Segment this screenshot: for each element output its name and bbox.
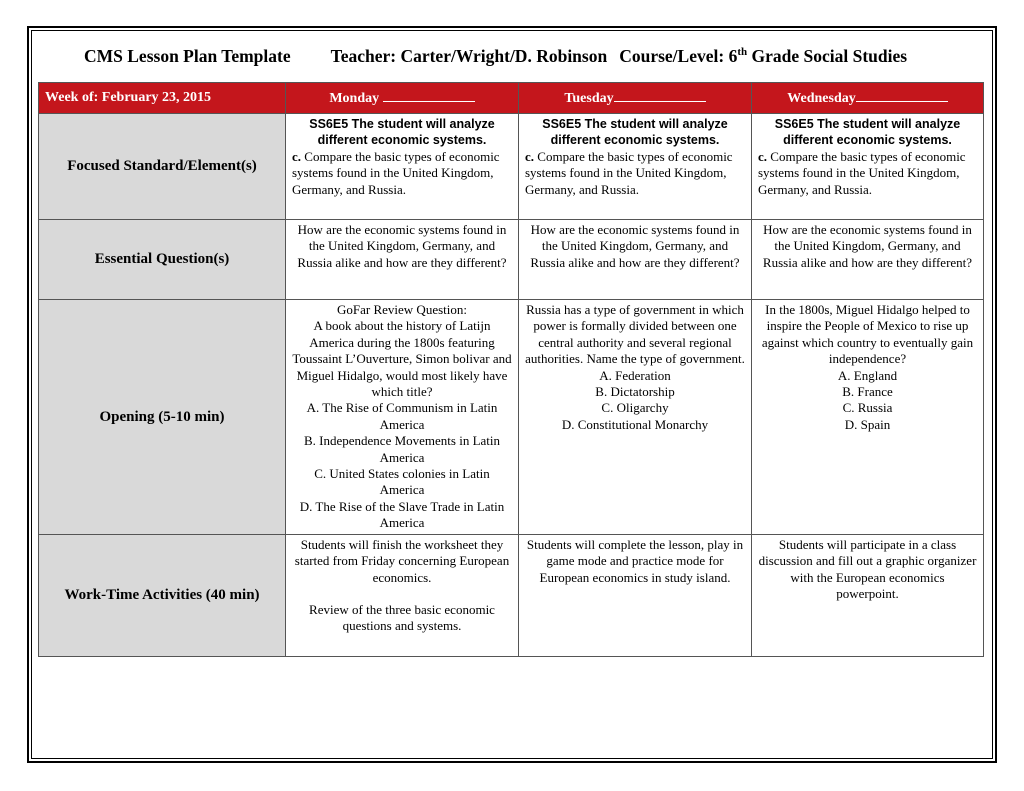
day-header-tuesday: Tuesday <box>519 83 752 114</box>
work-time-row <box>39 534 984 656</box>
day-header-monday: Monday <box>286 83 519 114</box>
opening-row <box>39 300 984 535</box>
answer-option: A. Federation <box>599 367 671 383</box>
answer-option: C. United States colonies in Latin America <box>314 466 490 498</box>
focused-standard-row <box>39 114 984 220</box>
answer-option: D. Constitutional Monarchy <box>561 416 709 432</box>
blank-line <box>383 89 475 102</box>
blank-line <box>614 89 706 102</box>
answer-options <box>758 368 977 434</box>
answer-option: D. The Rise of the Slave Trade in Latin America <box>299 498 505 531</box>
course-level: Course/Level: 6th Grade Social Studies <box>619 46 908 66</box>
essential-question-tuesday: How are the economic systems found in the United Kingdom, Germany, and Russia alike and how are they different? <box>519 220 752 300</box>
row-label-essential-question: Essential Question(s) <box>39 220 286 300</box>
focused-standard-tuesday: SS6E5 The student will analyze different economic systems. c. Compare the basic types of economic systems found in the United Kingdom, Germany, and Russia. <box>519 114 752 220</box>
essential-question-row <box>39 220 984 300</box>
focused-standard-wednesday: SS6E5 The student will analyze different economic systems. c. Compare the basic types of economic systems found in the United Kingdom, Germany, and Russia. <box>752 114 984 220</box>
essential-question-monday: How are the economic systems found in the United Kingdom, Germany, and Russia alike and how are they different? <box>286 220 519 300</box>
answer-options <box>525 368 745 434</box>
lesson-plan-table <box>38 82 984 657</box>
row-label-focused-standard: Focused Standard/Element(s) <box>39 114 286 220</box>
answer-option: B. Independence Movements in Latin America <box>303 433 501 465</box>
opening-wednesday: In the 1800s, Miguel Hidalgo helped to inspire the People of Mexico to rise up against which country to eventually gain independence? A. England B. France C. Russia D. Spain <box>752 300 984 535</box>
day-header-wednesday: Wednesday <box>752 83 984 114</box>
opening-monday: GoFar Review Question: A book about the history of Latijn America during the 1800s featuring Toussaint L’Ouverture, Simon bolivar and Miguel Hidalgo, would most likely have which title? A. The Rise of Communism in Latin America B. Independence Movements in Latin America C. United States colonies in Latin America D. The Rise of the Slave Trade in Latin America <box>286 300 519 535</box>
focused-standard-monday: SS6E5 The student will analyze different economic systems. c. Compare the basic types of economic systems found in the United Kingdom, Germany, and Russia. <box>286 114 519 220</box>
work-time-tuesday: Students will complete the lesson, play in game mode and practice mode for European economics in study island. <box>519 534 752 656</box>
answer-option: B. Dictatorship <box>595 384 675 400</box>
table-header-row <box>39 83 984 114</box>
work-time-monday: Students will finish the worksheet they started from Friday concerning European economics. Review of the three basic economic questions and systems. <box>286 534 519 656</box>
opening-tuesday: Russia has a type of government in which power is formally divided between one central authority and several regional authorities. Name the type of government. A. Federation B. Dictatorship C. Oligarchy D. Constitutional Monarchy <box>519 300 752 535</box>
row-label-opening: Opening (5-10 min) <box>39 300 286 535</box>
blank-line <box>856 89 948 102</box>
template-title: CMS Lesson Plan Template <box>84 46 291 66</box>
answer-options <box>292 400 512 531</box>
answer-option: A. The Rise of Communism in Latin America <box>306 400 498 432</box>
answer-option: C. Russia <box>842 400 893 416</box>
answer-option: B. France <box>842 384 893 400</box>
work-time-wednesday: Students will participate in a class discussion and fill out a graphic organizer with the European economics powerpoint. <box>752 534 984 656</box>
answer-option: D. Spain <box>844 416 891 432</box>
page-title <box>84 46 907 67</box>
answer-option: A. England <box>837 367 898 383</box>
essential-question-wednesday: How are the economic systems found in the United Kingdom, Germany, and Russia alike and how are they different? <box>752 220 984 300</box>
row-label-work-time: Work-Time Activities (40 min) <box>39 534 286 656</box>
week-of-cell: Week of: February 23, 2015 <box>39 83 286 114</box>
answer-option: C. Oligarchy <box>601 400 669 416</box>
teacher-line: Teacher: Carter/Wright/D. Robinson <box>330 46 608 66</box>
